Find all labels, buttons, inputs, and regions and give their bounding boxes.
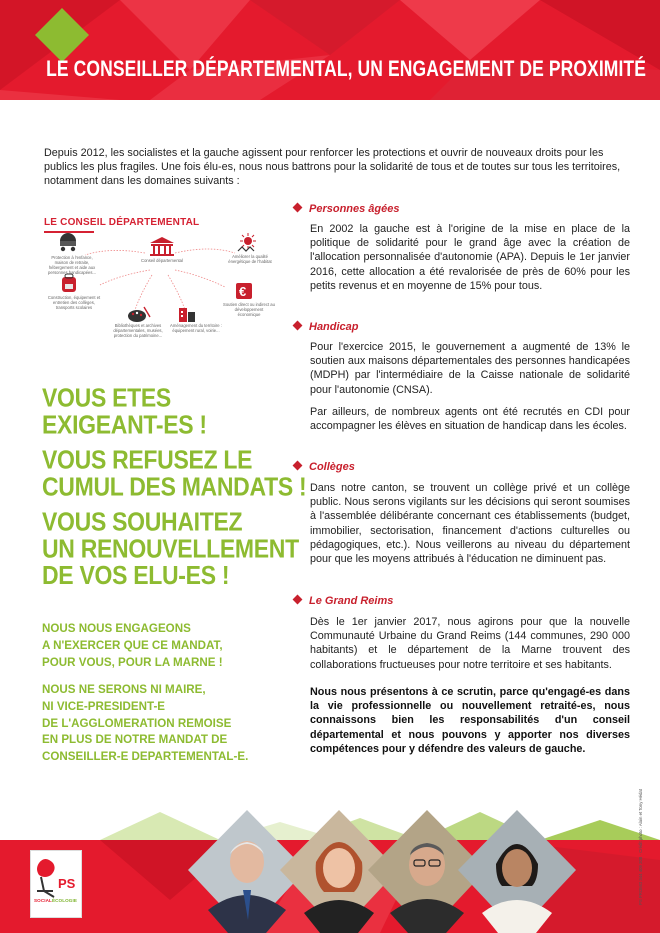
slogan-line: VOUS SOUHAITEZ [42, 506, 243, 536]
slogan-line: VOUS REFUSEZ LE [42, 444, 253, 474]
slogan-line: DE VOS ELU-ES ! [42, 560, 230, 590]
print-credit: PS PROMO 344 409 208 · Crédit photo : Alain et Tony Hédat [638, 788, 643, 905]
section-title-text: Le Grand Reims [309, 595, 394, 607]
ps-logo-text: PS [58, 876, 76, 891]
commitment-no-cumul [42, 682, 248, 766]
section-title-handicap [294, 321, 359, 333]
slogan-renouvellement [42, 508, 299, 589]
section-title-reims [294, 595, 393, 607]
buildings-icon [179, 308, 195, 322]
section-title-text: Collèges [309, 461, 355, 473]
handicap-paragraph-2: Par ailleurs, de nombreux agents ont été recrutés en CDI pour accompagner les élèves en situation de handicap dans les écoles. [310, 406, 630, 433]
caption-culture: Bibliothèques et archives départementales, musées, protection du patrimoine... [113, 323, 163, 338]
caption-territory: Aménagement du territoire : équipement rural, voirie... [170, 323, 222, 333]
slogan-cumul [42, 446, 306, 500]
section-title-text: Personnes âgées [309, 203, 400, 215]
commitment-line: NOUS NE SERONS NI MAIRE, [42, 683, 206, 696]
diamond-bullet-icon [293, 321, 303, 331]
building-icon [150, 237, 174, 256]
personnes-paragraph: En 2002 la gauche est à l'origine de la mise en place de la politique de solidarité pour le grand âge avec la création de l'allocation personnalisée d'autonomie (APA). Depuis le 1er janvier 2016, cette allocation a été revalorisée de près de 60% pour les petits revenus et en moyenne de 15% pour tous. [310, 223, 630, 292]
caption-economy: Soutien direct ou indirect au développement économique [223, 302, 275, 317]
euro-icon [236, 283, 252, 299]
closing-paragraph: Nous nous présentons à ce scrutin, parce qu'engagé-es dans la vie professionnelle ou nouvellement retraité-es, nous connaissons bien les responsabilités d'un conseil départemental et nous pouvons y apporter nos diverses compétences pour y défendre des valeurs de gauche. [310, 686, 630, 755]
commitment-mandate [42, 621, 223, 671]
commitment-line: DE L'AGGLOMERATION REMOISE [42, 716, 232, 730]
commitment-line: POUR VOUS, POUR LA MARNE ! [42, 655, 223, 669]
caption-council: Conseil départemental [141, 258, 183, 263]
logo-sub-ecologie: ÉCOLOGIE [51, 898, 78, 903]
diamond-bullet-icon [293, 595, 303, 605]
backpack-icon [62, 274, 76, 292]
caption-social: Protection à l'enfance, maison de retraite, hébergement et aide aux personnes handicapées... [48, 255, 96, 275]
diamond-bullet-icon [293, 203, 303, 213]
ps-logo [30, 850, 82, 918]
commitment-line: NOUS NOUS ENGAGEONS [42, 622, 191, 635]
slogan-line: VOUS ETES [42, 382, 171, 412]
header-banner [0, 0, 660, 100]
section-title-text: Handicap [309, 321, 359, 333]
commitment-line: EN PLUS DE NOTRE MANDAT DE [42, 733, 228, 747]
page-title: LE CONSEILLER DÉPARTEMENTAL, UN ENGAGEMENT DE PROXIMITÉ [46, 56, 646, 81]
slogan-line: UN RENOUVELLEMENT [42, 533, 299, 563]
svg-text:€: € [239, 284, 247, 299]
slogan-line: CUMUL DES MANDATS ! [42, 471, 307, 501]
handicap-paragraph-1: Pour l'exercice 2015, le gouvernement a augmenté de 13% le soutien aux maisons départementales des personnes handicapées (MDPH) par l'intermédiaire de la Caisse nationale de solidarité pour l'autonomie (CNSA). [310, 341, 630, 396]
infographic-title: LE CONSEIL DÉPARTEMENTAL [44, 217, 200, 228]
caption-colleges: Construction, équipement et entretien des collèges, transports scolaires [47, 295, 101, 310]
logo-sub-social: SOCIAL [34, 898, 52, 903]
reims-paragraph: Dès le 1er janvier 2017, nous agirons pour que la nouvelle Communauté Urbaine du Grand Reims (144 communes, 290 000 habitants) et le département de la Marne trouvent des collaborations fructueuses pour notre territoire et ses habitants. [310, 616, 630, 671]
caption-environment: Améliorer la qualité énergétique de l'habitat [228, 254, 272, 264]
section-title-personnes [294, 203, 400, 215]
palette-icon [128, 307, 150, 322]
diamond-bullet-icon [293, 461, 303, 471]
slogan-exigeant [42, 384, 207, 438]
ps-logo-subtitle [34, 898, 77, 903]
stroller-icon [60, 233, 76, 251]
conseil-infographic [40, 215, 275, 345]
candidate-portrait-4 [458, 810, 576, 933]
header-pattern [0, 0, 660, 100]
sun-icon [238, 233, 256, 251]
intro-paragraph: Depuis 2012, les socialistes et la gauche agissent pour renforcer les protections et ouvrir de nouveaux droits pour les publics les plus fragiles. Une fois élu-es, nous nous battrons pour la solidarité de tous et de toutes sur tous les territoires, notamment dans les domaines suivants : [44, 147, 621, 188]
slogan-line: EXIGEANT-ES ! [42, 409, 207, 439]
section-title-colleges [294, 461, 355, 473]
commitment-line: NI VICE-PRESIDENT-E [42, 699, 166, 713]
commitment-line: A N'EXERCER QUE CE MANDAT, [42, 638, 223, 652]
commitment-line: CONSEILLER-E DEPARTEMENTAL-E. [42, 750, 249, 764]
colleges-paragraph: Dans notre canton, se trouvent un collège privé et un collège public. Nous serons vigilants sur les décisions qui seront soumises à l'assemblée délibérante concernant ces établissements (budget, immobilier, sectorisation, financement d'actions culturelles ou pédagogiques, etc.). Nous veillerons au niveau du département pour que les moyens attribués à l'éducation ne diminuent pas. [310, 482, 630, 566]
